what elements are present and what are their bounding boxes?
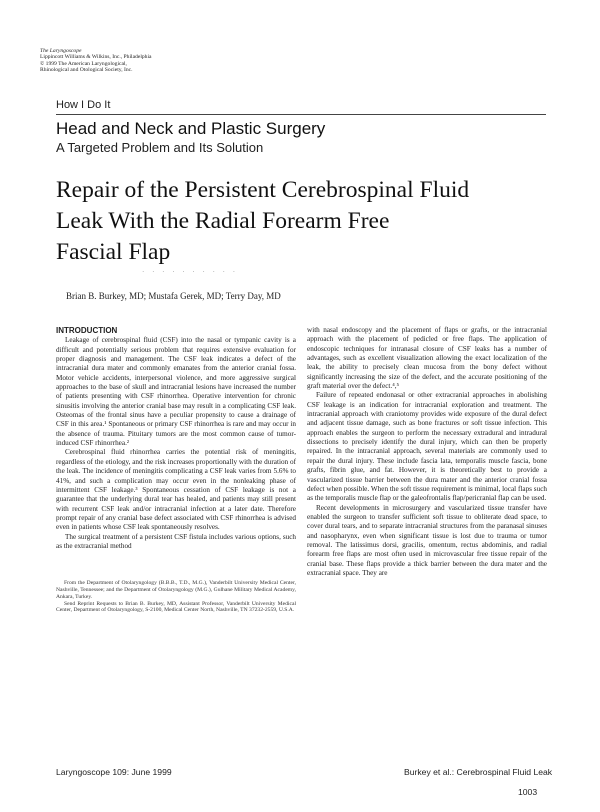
text-column-left [56,326,296,614]
title-line-1: Repair of the Persistent Cerebrospinal Fluid [56,177,470,203]
body-paragraph: Recent developments in microsurgery and vascularized tissue transfer have enabled the surgeon to transfer sufficient soft tissue to obliterate dead space, to cover dural tears, and to separate intracranial structures from the paranasal sinuses and nasopharynx, even when significant tissue is lost due to trauma or tumor removal. The latissimus dorsi, gracilis, omentum, rectus abdominis, and radial forearm free flaps are most often used in microvascular free tissue repair of the cranial base. These flaps provide a thick barrier between the dura mater and the extracranial space. They are [307,503,547,577]
page-number: 1003 [518,787,538,797]
text-column-right [307,326,547,578]
author-list: Brian B. Burkey, MD; Mustafa Gerek, MD; Terry Day, MD [66,291,281,301]
footer-running-title: Burkey et al.: Cerebrospinal Fluid Leak [404,767,553,777]
body-paragraph: The surgical treatment of a persistent CSF fistula includes various options, such as the extracranial method [56,532,296,550]
title-line-3: Fascial Flap [56,239,171,265]
body-paragraph: Failure of repeated endonasal or other extracranial approaches in abolishing CSF leakage is an indication for intracranial exploration and treatment. The intracranial approach with craniotomy provides wide exposure of the dural defect and adjacent tissue damage, such as bone fractures or soft tissue infection. This approach enables the surgeon to perform the necessary extradural and intradural dissections to precisely identify the dural injury, which can then be properly repaired. In the intracranial approach, several materials are commonly used to repair the dural injury. These include fascia lata, temporalis muscle fascia, bone grafts, fibrin glue, and fat. However, it is theoretically best to provide a vascularized tissue barrier between the dura mater and the anterior cranial fossa defect when possible. When the soft tissue requirement is minimal, local flaps such as the temporalis muscle flap or the galeofrontalis flap/pericranial flap can be used. [307,391,547,503]
body-paragraph: with nasal endoscopy and the placement of flaps or grafts, or the intracranial approach with the placement of pedicled or free flaps. The application of endoscopic techniques for intranasal closure of CSF leaks has a number of advantages, such as excellent visualization allowing the exact localization of the leak, the ability to precisely clean mucosa from the bony defect without significantly increasing the size of the defect, and the accurate positioning of the graft material over the defect.⁴,⁵ [307,326,547,391]
header-rule [56,114,546,115]
article-title [56,175,556,268]
title-divider-dots: · · · · · · · · · · [142,268,239,276]
intro-heading: INTRODUCTION [56,326,118,335]
publisher-line: Lippincott Williams & Wilkins, Inc., Philadelphia [40,54,152,61]
footnote-affiliation: From the Department of Otolaryngology (B.B.B., T.D., M.G.), Vanderbilt University Medical Center, Nashville, Tennessee; and the Department of Otolaryngology (M.G.), Gulhane Military Medical Academy, Ankara, Turkey. [56,580,296,600]
footnote-reprints: Send Reprint Requests to Brian B. Burkey, MD, Assistant Professor, Vanderbilt University Medical Center, Department of Otolaryngology, S-2100, Medical Center North, Nashville, TN 37232-2559, U.S.A. [56,600,296,614]
body-paragraph: Cerebrospinal fluid rhinorrhea carries the potential risk of meningitis, regardless of the etiology, and the risk increases proportionally with the duration of the leak. The incidence of meningitis complicating a CSF leak varies from 5.6% to 41%, and such a complication may occur even in the nonleaking phase of intermittent CSF leakage.³ Spontaneous cessation of CSF leakage is not a guarantee that the underlying dural tear has healed, and patients may still present with recurrent CSF leak and/or intracranial infection at a later date. Therefore prompt repair of any cranial base defect associated with CSF rhinorrhea is advised even in patients whose CSF leak spontaneously resolves. [56,448,296,532]
society-line: Rhinological and Otological Society, Inc. [40,67,133,74]
body-paragraph: Leakage of cerebrospinal fluid (CSF) into the nasal or tympanic cavity is a difficult and potentially serious problem that requires extensive evaluation for proper diagnosis and management. The CSF leak indicates a defect of the intracranial dura mater and commonly emanates from the anterior cranial fossa. Motor vehicle accidents, interpersonal violence, and more aggressive surgical approaches to the base of skull and intracranial lesions have increased the number of patients presenting with CSF rhinorrhea. Operative intervention for chronic sinusitis involving the anterior cranial base may result in a complicating CSF leak. Osteomas of the frontal sinus have a peculiar propensity to cause a drainage of CSF in this area.¹ Spontaneous or primary CSF rhinorrhea is rare and may occur in the absence of trauma. Pituitary tumors are the most common cause of tumor-induced CSF rhinorrhea.² [56,336,296,448]
section-label: How I Do It [56,99,111,111]
series-title: Head and Neck and Plastic Surgery [56,119,326,138]
copyright-line: © 1999 The American Laryngological, [40,60,127,67]
series-subtitle: A Targeted Problem and Its Solution [56,140,264,155]
title-line-2: Leak With the Radial Forearm Free [56,208,390,234]
publisher-info [40,48,152,74]
footer-journal-issue: Laryngoscope 109: June 1999 [56,767,172,777]
journal-name: The Laryngoscope [40,48,82,54]
